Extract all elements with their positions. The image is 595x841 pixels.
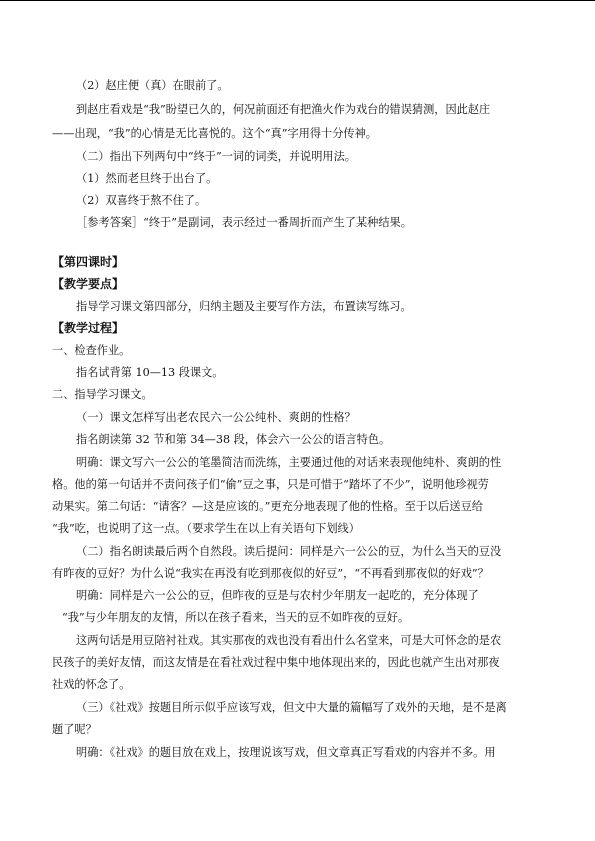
text-line: （2）赵庄便（真）在眼前了。 bbox=[76, 79, 229, 92]
text-line: （三）《社戏》按题目所示似乎应该写戏，但文中大量的篇幅写了戏外的天地，是不是离 bbox=[76, 701, 507, 714]
text-line: 一、检查作业。 bbox=[52, 344, 131, 357]
text-line: “我”与少年朋友的友情，所以在孩子看来，当天的豆不如昨夜的豆好。 bbox=[62, 611, 410, 624]
section-heading: 【教学过程】 bbox=[52, 321, 125, 335]
text-line: 指名试背第 10—13 段课文。 bbox=[76, 366, 224, 379]
text-line: 指名朗读第 32 节和第 34—38 段，体会六一公公的语言特色。 bbox=[76, 433, 391, 446]
text-line: 格。他的第一句话并不责问孩子们“偷”豆之事，只是可惜于“踏坏了不少”，说明他珍视劳 bbox=[52, 478, 489, 491]
text-line: （1）然而老旦终于出台了。 bbox=[76, 172, 218, 185]
text-line: 动果实。第二句话：“请客？—这是应该的。”更充分地表现了他的性格。至于以后送豆给 bbox=[52, 500, 483, 513]
text-line: 明确：《社戏》的题目放在戏上，按理说该写戏，但文章真正写看戏的内容并不多。用 bbox=[76, 746, 496, 759]
text-line: ——出现，“我”的心情是无比喜悦的。这个“真”字用得十分传神。 bbox=[52, 127, 377, 140]
text-line: “我”吃，也说明了这一点。（要求学生在以上有关语句下划线） bbox=[52, 522, 360, 535]
text-line: （二）指名朗读最后两个自然段。读后提问：同样是六一公公的豆，为什么当天的豆没 bbox=[76, 545, 502, 558]
text-line: ［参考答案］“终于”是副词，表示经过一番周折而产生了某种结果。 bbox=[76, 216, 412, 229]
text-line: 二、指导学习课文。 bbox=[52, 388, 153, 401]
text-line: 明确：同样是六一公公的豆，但昨夜的豆是与农村少年朋友一起吃的，充分体现了 bbox=[76, 589, 479, 602]
text-line: 有昨夜的豆好？为什么说“我实在再没有吃到那夜似的好豆”，“不再看到那夜似的好戏”？ bbox=[52, 567, 489, 580]
text-line: 指导学习课文第四部分，归纳主题及主要写作方法，布置读写练习。 bbox=[76, 300, 412, 313]
section-heading: 【教学要点】 bbox=[52, 277, 125, 291]
page-top-rule bbox=[0, 0, 595, 1]
text-line: 题了呢？ bbox=[52, 723, 97, 736]
text-line: （一）课文怎样写出老农民六一公公纯朴、爽朗的性格？ bbox=[76, 411, 356, 424]
text-line: 明确：课文写六一公公的笔墨简洁而洗练，主要通过他的对话来表现他纯朴、爽朗的性 bbox=[76, 456, 502, 469]
text-line: 民孩子的美好友情，而这友情是在看社戏过程中集中地体现出来的，因此也就产生出对那夜 bbox=[52, 656, 500, 669]
text-line: 这两句话是用豆陪衬社戏。其实那夜的戏也没有看出什么名堂来，可是大可怀念的是农 bbox=[76, 634, 502, 647]
text-line: （二）指出下列两句中“终于”一词的词类，并说明用法。 bbox=[76, 150, 356, 163]
text-line: 到赵庄看戏是“我”盼望已久的，何况前面还有把渔火作为戏台的错误猜测，因此赵庄 bbox=[76, 103, 491, 116]
text-line: 社戏的怀念了。 bbox=[52, 678, 131, 691]
text-line: （2）双喜终于熬不住了。 bbox=[76, 194, 207, 207]
section-heading: 【第四课时】 bbox=[52, 255, 125, 269]
